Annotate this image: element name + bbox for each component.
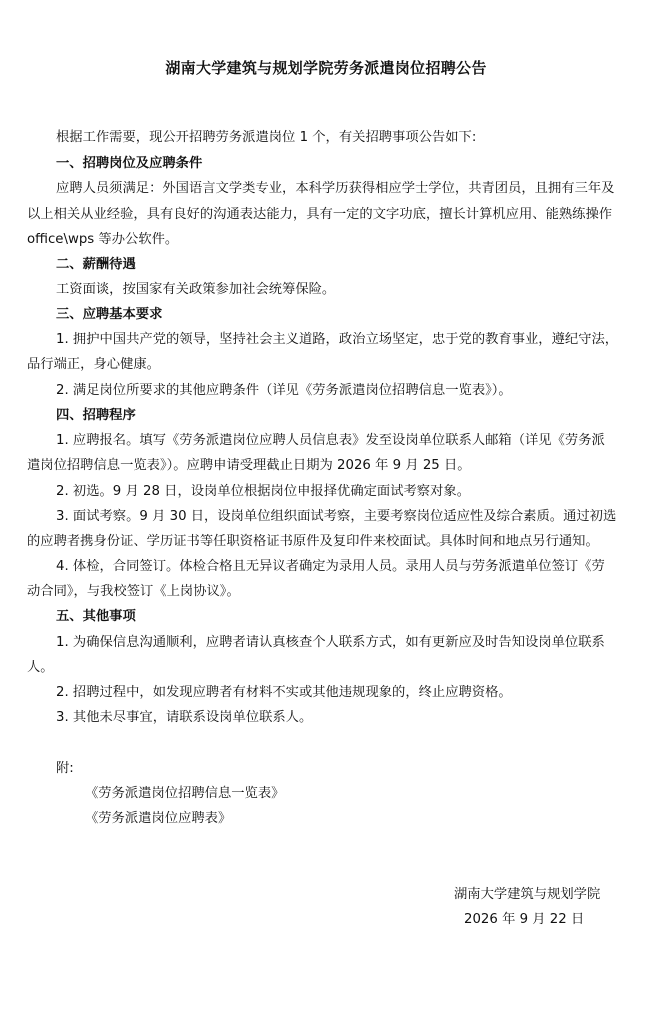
section-3-line-3: 2. 满足岗位所要求的其他应聘条件（详见《劳务派遣岗位招聘信息一览表》）。 bbox=[56, 383, 512, 398]
section-5-line-2: 人。 bbox=[27, 660, 54, 675]
section-5-line-1: 1. 为确保信息沟通顺利，应聘者请认真核查个人联系方式，如有更新应及时告知设岗单位联系 bbox=[56, 635, 605, 650]
section-2-line-1: 工资面谈，按国家有关政策参加社会统筹保险。 bbox=[56, 282, 336, 297]
attachment-item-2: 《劳务派遣岗位应聘表》 bbox=[85, 811, 232, 826]
section-5-line-4: 3. 其他未尽事宜，请联系设岗单位联系人。 bbox=[56, 710, 313, 725]
page-title: 湖南大学建筑与规划学院劳务派遣岗位招聘公告 bbox=[165, 59, 487, 77]
signature-date: 2026 年 9 月 22 日 bbox=[464, 912, 585, 927]
section-4-line-1: 1. 应聘报名。填写《劳务派遣岗位应聘人员信息表》发至设岗单位联系人邮箱（详见《劳务派 bbox=[56, 433, 605, 448]
section-3-line-1: 1. 拥护中国共产党的领导，坚持社会主义道路，政治立场坚定，忠于党的教育事业，遵纪守法， bbox=[56, 332, 619, 347]
section-heading-1: 一、招聘岗位及应聘条件 bbox=[56, 156, 203, 171]
section-heading-2: 二、薪酬待遇 bbox=[56, 257, 136, 272]
section-heading-4: 四、招聘程序 bbox=[56, 408, 136, 423]
section-3-line-2: 品行端正，身心健康。 bbox=[27, 357, 160, 372]
section-4-line-7: 动合同》，与我校签订《上岗协议》。 bbox=[27, 584, 240, 599]
attachments-label: 附: bbox=[56, 761, 74, 776]
signature-organization: 湖南大学建筑与规划学院 bbox=[454, 887, 601, 902]
section-4-line-3: 2. 初选。9 月 28 日，设岗单位根据岗位申报择优确定面试考察对象。 bbox=[56, 484, 470, 499]
attachment-item-1: 《劳务派遣岗位招聘信息一览表》 bbox=[85, 786, 285, 801]
section-heading-3: 三、应聘基本要求 bbox=[56, 307, 163, 322]
section-1-line-1: 应聘人员须满足：外国语言文学类专业，本科学历获得相应学士学位，共青团员，且拥有三年及 bbox=[56, 181, 615, 196]
section-5-line-3: 2. 招聘过程中，如发现应聘者有材料不实或其他违规现象的，终止应聘资格。 bbox=[56, 685, 512, 700]
section-heading-5: 五、其他事项 bbox=[56, 609, 136, 624]
section-4-line-5: 的应聘者携身份证、学历证书等任职资格证书原件及复印件来校面试。具体时间和地点另行通知。 bbox=[27, 534, 599, 549]
section-1-line-3: office\wps 等办公软件。 bbox=[27, 232, 179, 247]
section-4-line-2: 遣岗位招聘信息一览表》）。应聘申请受理截止日期为 2026 年 9 月 25 日。 bbox=[27, 458, 471, 473]
section-4-line-4: 3. 面试考察。9 月 30 日，设岗单位组织面试考察，主要考察岗位适应性及综合素质。通过初选 bbox=[56, 509, 617, 524]
section-1-line-2: 以上相关从业经验，具有良好的沟通表达能力，具有一定的文字功底，擅长计算机应用、能熟练操作 bbox=[27, 207, 613, 222]
section-4-line-6: 4. 体检，合同签订。体检合格且无异议者确定为录用人员。录用人员与劳务派遣单位签订《劳 bbox=[56, 559, 605, 574]
intro-paragraph: 根据工作需要，现公开招聘劳务派遣岗位 1 个，有关招聘事项公告如下: bbox=[56, 130, 477, 145]
